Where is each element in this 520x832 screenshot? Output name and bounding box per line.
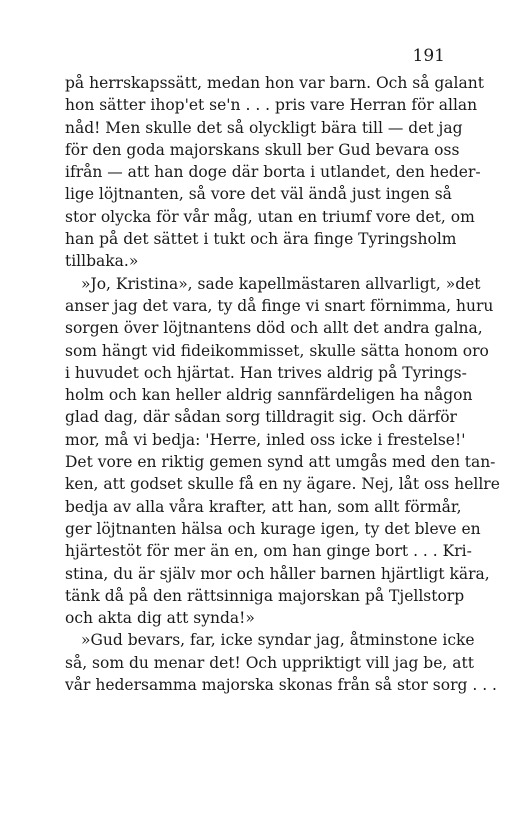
- text-line: för den goda majorskans skull ber Gud bevara oss: [65, 140, 460, 159]
- text-line: han på det sättet i tukt och ära finge Tyringsholm: [65, 230, 457, 249]
- text-line: bedja av alla våra krafter, att han, som allt förmår,: [65, 497, 462, 516]
- page-number: 191: [412, 46, 445, 66]
- paragraph-end-line: tillbaka.»: [65, 252, 139, 271]
- body-text: [65, 72, 500, 696]
- text-line: som hängt vid fideikommisset, skulle sätta honom oro: [65, 341, 489, 360]
- text-line: anser jag det vara, ty då finge vi snart förnimma, huru: [65, 296, 494, 315]
- text-line: ken, att godset skulle få en ny ägare. Nej, låt oss hellre: [65, 475, 500, 494]
- text-line: hjärtestöt för mer än en, om han ginge bort . . . Kri-: [65, 542, 472, 561]
- text-line: stina, du är själv mor och håller barnen hjärtligt kära,: [65, 564, 490, 583]
- text-line: glad dag, där sådan sorg tilldragit sig. Och därför: [65, 408, 457, 427]
- text-line: ifrån — att han doge där borta i utlandet, den heder-: [65, 163, 481, 182]
- paragraph-start-line: »Gud bevars, far, icke syndar jag, åtminstone icke: [81, 631, 475, 650]
- text-line: tänk då på den rättsinniga majorskan på Tjellstorp: [65, 586, 465, 605]
- text-line: mor, må vi bedja: 'Herre, inled oss icke i frestelse!': [65, 430, 466, 449]
- text-line: i huvudet och hjärtat. Han trives aldrig på Tyrings-: [65, 363, 467, 382]
- text-line: så, som du menar det! Och uppriktigt vill jag be, att: [65, 653, 474, 672]
- text-line: ger löjtnanten hälsa och kurage igen, ty det bleve en: [65, 519, 481, 538]
- text-line: sorgen över löjtnantens död och allt det andra galna,: [65, 319, 483, 338]
- text-line: nåd! Men skulle det så olyckligt bära till — det jag: [65, 118, 463, 137]
- text-line: på herrskapssätt, medan hon var barn. Och så galant: [65, 74, 484, 92]
- paragraph-start-line: »Jo, Kristina», sade kapellmästaren allvarligt, »det: [81, 274, 481, 293]
- text-line: Det vore en riktig gemen synd att umgås med den tan-: [65, 453, 496, 472]
- text-line: holm och kan heller aldrig sannfärdeligen ha någon: [65, 386, 473, 405]
- text-line: hon sätter ihop'et se'n . . . pris vare Herran för allan: [65, 96, 478, 115]
- text-line: lige löjtnanten, så vore det väl ändå just ingen så: [65, 185, 452, 204]
- text-line: vår hedersamma majorska skonas från så stor sorg . . .: [65, 676, 497, 695]
- paragraph-end-line: och akta dig att synda!»: [65, 609, 255, 628]
- text-line: stor olycka för vår måg, utan en triumf vore det, om: [65, 207, 475, 226]
